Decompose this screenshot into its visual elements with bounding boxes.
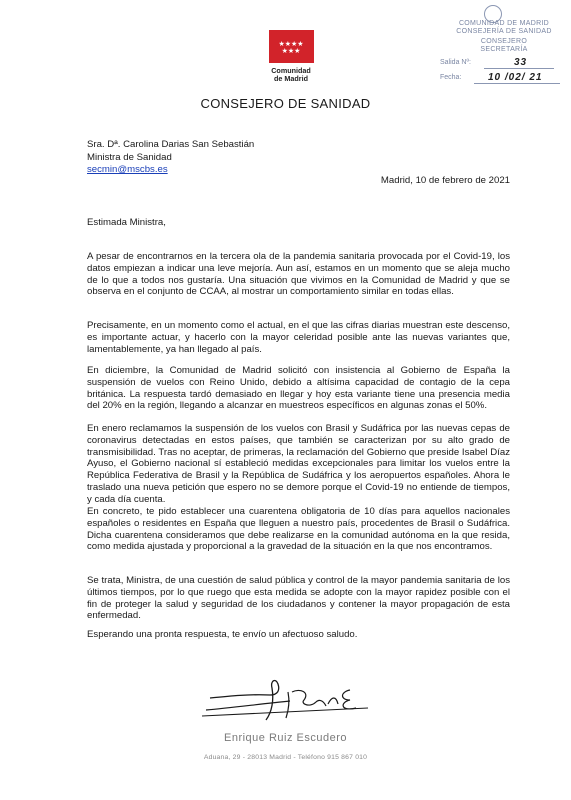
stamp-rule xyxy=(474,83,560,84)
paragraph-2: Precisamente, en un momento como el actual, en el que las cifras diarias muestran este descenso, es importante actuar, y hacerlo con la mayor celeridad posible ante las nuevas variantes que, lamentablemente, ya han llegado al país. xyxy=(87,320,510,355)
stamp-salida-value: 33 xyxy=(514,57,528,68)
paragraph-5: En concreto, te pido establecer una cuarentena obligatoria de 10 días para aquellos nacionales españoles o residentes en España que lleguen a nuestro país, procedentes de Brasil o Sudáfrica. Dicha cuarentena consideramos que debe realizarse en la comunidad autónoma en la que resida, como medida ajustada y proporcional a la gravedad de la situación en la que nos encontramos. xyxy=(87,506,510,553)
comunidad-madrid-logo xyxy=(262,30,320,83)
recipient-email-link[interactable]: secmin@mscbs.es xyxy=(87,164,168,175)
logo-text xyxy=(262,67,320,83)
letter-date: Madrid, 10 de febrero de 2021 xyxy=(380,175,510,186)
registry-stamp xyxy=(440,2,568,84)
footer-address: Aduana, 29 - 28013 Madrid - Teléfono 915 867 010 xyxy=(203,754,368,761)
logo-stars-icon: ★★★★ ★★★ xyxy=(278,41,304,55)
stamp-salida-label: Salida Nº: xyxy=(440,59,471,66)
logo-line-1: Comunidad xyxy=(271,66,311,75)
logo-line-2: de Madrid xyxy=(274,74,308,83)
handwritten-signature xyxy=(200,668,390,730)
recipient-position: Ministra de Sanidad xyxy=(87,151,172,163)
recipient-block xyxy=(87,139,254,177)
paragraph-4: En enero reclamamos la suspensión de los vuelos con Brasil y Sudáfrica por las nuevas cepas de coronavirus detectadas en estos países, que también se caracterizan por su alto grado de transmisibilidad. Tras no aceptar, de primeras, la reclamación del Gobierno que preside Isabel Díaz Ayuso, el Gobierno nacional sí estableció medidas excepcionales para limitar los vuelos entre la República Federativa de Brasil y la República de Sudáfrica y los aeropuertos españoles. Ahora le traslado una nueva petición que espero no se demore porque el Covid-19 no entiende de tiempos, y cada día cuenta. xyxy=(87,423,510,505)
paragraph-7: Esperando una pronta respuesta, te envío un afectuoso saludo. xyxy=(87,629,358,640)
stamp-line-2: CONSEJERÍA DE SANIDAD xyxy=(456,28,552,35)
page-title: CONSEJERO DE SANIDAD xyxy=(200,96,371,111)
stamp-line-4: SECRETARÍA xyxy=(480,46,528,53)
stamp-line-3: CONSEJERO xyxy=(480,38,528,45)
stamp-fecha-label: Fecha: xyxy=(440,74,462,81)
recipient-name: Sra. Dª. Carolina Darias San Sebastián xyxy=(87,139,255,150)
paragraph-1: A pesar de encontrarnos en la tercera ola de la pandemia sanitaria provocada por el Covid-19, los datos empiezan a indicar una leve mejoría. Aun así, estamos en un momento que se aleja mucho de lo que a todos nos gustaría. Una situación que vivimos en la Comunidad de Madrid y que se observa en el conjunto de CCAA, al mostrar un comportamiento similar en todas ellas. xyxy=(87,251,510,298)
signer-name: Enrique Ruiz Escudero xyxy=(223,732,347,744)
paragraph-3: En diciembre, la Comunidad de Madrid solicitó con insistencia al Gobierno de España la suspensión de vuelos con Reino Unido, debido a altísima capacidad de contagio de la cepa británica. La respuesta tardó demasiado en llegar y hoy esta variante tiene una presencia media del 20% en la región, llegando a alcanzar en muestreos específicos en algunas zonas el 50%. xyxy=(87,365,510,412)
stamp-fecha-value: 10 /02/ 21 xyxy=(488,72,543,83)
logo-flag xyxy=(269,30,314,63)
paragraph-6: Se trata, Ministra, de una cuestión de salud pública y control de la mayor pandemia sanitaria de los últimos tiempos, por lo que ruego que esta medida se adopte con la mayor rapidez posible con el fin de proteger la salud y seguridad de los ciudadanos y contener la mayor propagación de esta enfermedad. xyxy=(87,575,510,622)
greeting: Estimada Ministra, xyxy=(87,217,166,228)
stamp-rule xyxy=(484,68,554,69)
stamp-line-1: COMUNIDAD DE MADRID xyxy=(458,20,550,27)
